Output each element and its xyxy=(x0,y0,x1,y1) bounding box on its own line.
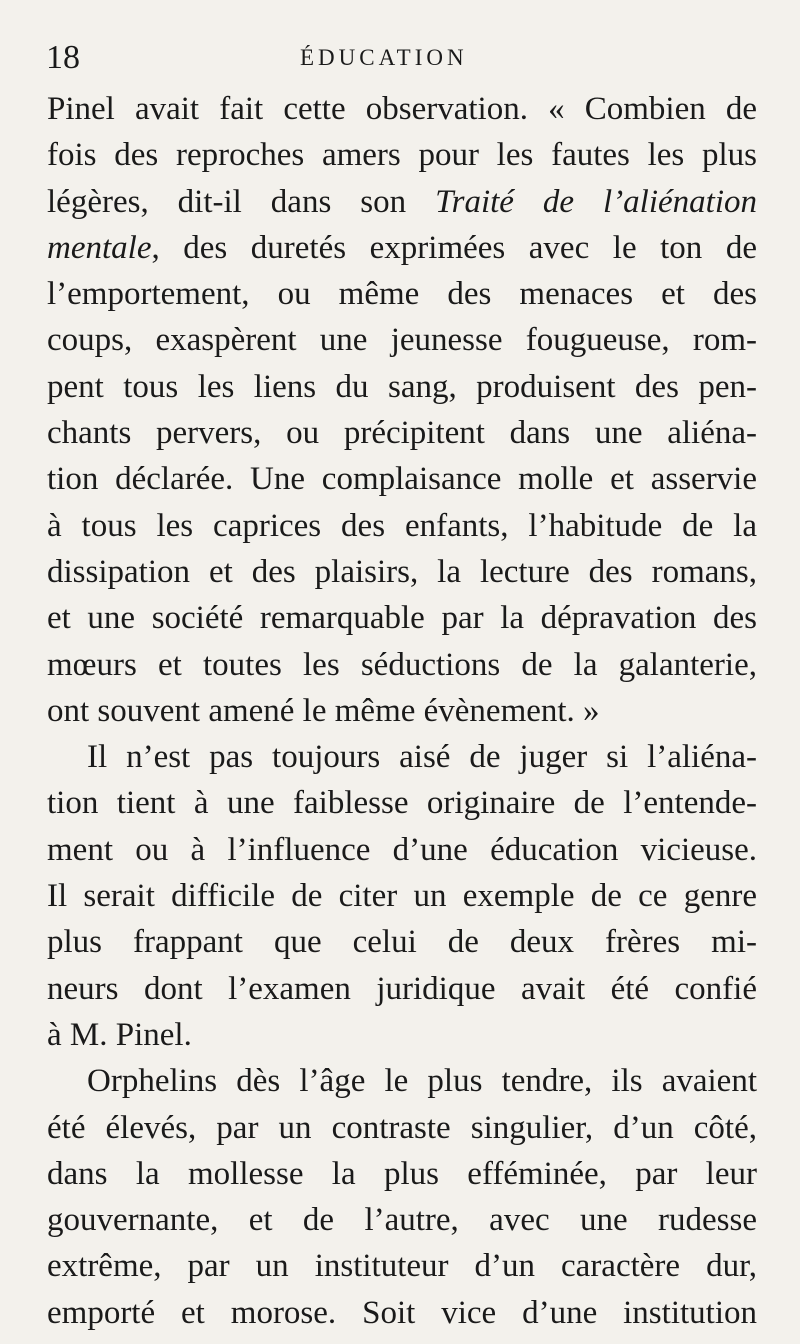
text-line-12: et une société remarquable par la dépravation des xyxy=(47,600,757,637)
text-segment: légères, dit-il dans son xyxy=(47,183,436,220)
text-line-13: mœurs et toutes les séductions de la galanterie, xyxy=(47,646,757,683)
body-text xyxy=(47,86,757,1336)
text-line-26: extrême, par un instituteur d’un caractère dur, xyxy=(47,1248,757,1285)
text-line-6: coups, exaspèrent une jeunesse fougueuse, rom- xyxy=(47,322,757,359)
text-line-17: ment ou à l’influence d’une éducation vicieuse. xyxy=(47,831,757,868)
page-header xyxy=(0,34,800,82)
text-line-21: à M. Pinel. xyxy=(47,1016,192,1053)
text-line-27: emporté et morose. Soit vice d’une institution xyxy=(47,1294,757,1331)
text-line-18: Il serait difficile de citer un exemple de ce genre xyxy=(47,878,757,915)
text-line-11: dissipation et des plaisirs, la lecture des romans, xyxy=(47,553,757,590)
text-line-10: à tous les caprices des enfants, l’habitude de la xyxy=(47,507,757,544)
book-title-italic: Traité de l’aliénation xyxy=(435,183,758,220)
text-line-22: Orphelins dès l’âge le plus tendre, ils avaient xyxy=(87,1063,757,1100)
text-line-2: fois des reproches amers pour les fautes les plus xyxy=(47,137,757,174)
text-line-25: gouvernante, et de l’autre, avec une rudesse xyxy=(47,1202,757,1239)
text-line-1: Pinel avait fait cette observation. « Combien de xyxy=(47,91,757,127)
text-line-5: l’emportement, ou même des menaces et des xyxy=(47,276,757,313)
text-line-4 xyxy=(47,225,757,271)
text-line-9: tion déclarée. Une complaisance molle et asservie xyxy=(47,461,757,498)
text-line-24: dans la mollesse la plus efféminée, par leur xyxy=(47,1155,757,1192)
text-line-7: pent tous les liens du sang, produisent des pen- xyxy=(47,368,757,405)
text-line-20: neurs dont l’examen juridique avait été confié xyxy=(47,970,757,1007)
text-segment: , des duretés exprimées avec le ton de xyxy=(151,229,757,266)
page-number: 18 xyxy=(46,39,80,76)
text-line-16: tion tient à une faiblesse originaire de l’entende- xyxy=(47,785,757,822)
book-title-italic: mentale xyxy=(47,229,152,266)
text-line-14: ont souvent amené le même évènement. » xyxy=(47,692,600,729)
text-line-8: chants pervers, ou précipitent dans une aliéna- xyxy=(47,415,757,452)
text-line-15: Il n’est pas toujours aisé de juger si l’aliéna- xyxy=(87,739,757,776)
text-line-23: été élevés, par un contraste singulier, d’un côté, xyxy=(47,1109,757,1146)
text-line-3 xyxy=(47,179,757,225)
text-line-19: plus frappant que celui de deux frères mi- xyxy=(47,924,757,961)
running-head: ÉDUCATION xyxy=(300,45,468,70)
